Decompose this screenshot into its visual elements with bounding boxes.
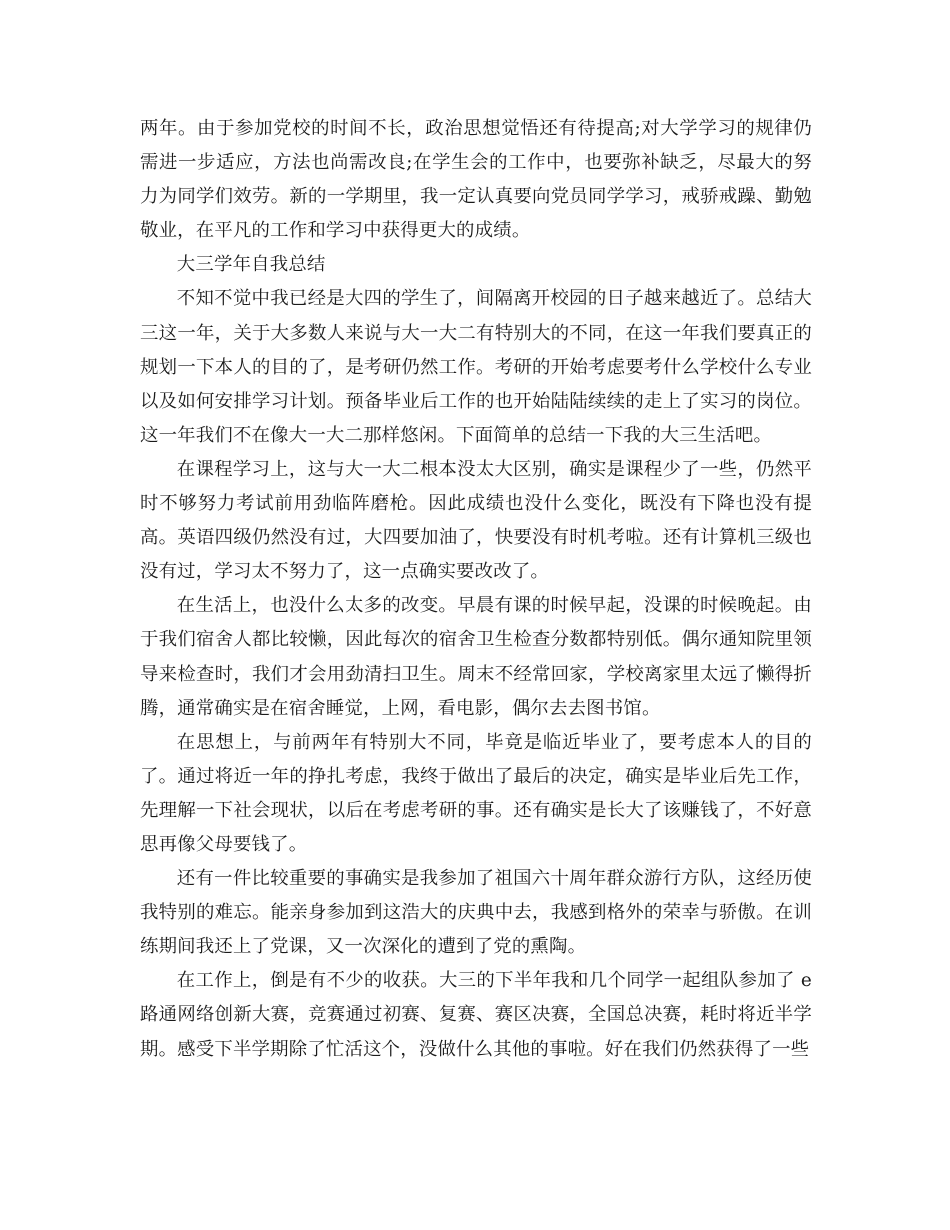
section-heading: 大三学年自我总结: [176, 254, 326, 276]
paragraph: 在课程学习上，这与大一大二根本没太大区别，确实是课程少了一些，仍然平时不够努力考试前用劲临阵磨枪。因此成绩也没什么变化，既没有下降也没有提高。英语四级仍然没有过，大四要加油了，快要没有时机考啦。还有计算机三级也没有过，学习太不努力了，这一点确实要改改了。: [140, 458, 812, 583]
paragraph: 在生活上，也没什么太多的改变。早晨有课的时候早起，没课的时候晚起。由于我们宿舍人都比较懒，因此每次的宿舍卫生检查分数都特别低。偶尔通知院里领导来检查时，我们才会用劲清扫卫生。周末不经常回家，学校离家里太远了懒得折腾，通常确实是在宿舍睡觉，上网，看电影，偶尔去去图书馆。: [140, 595, 812, 719]
document-body: [140, 112, 812, 1067]
paragraph: 不知不觉中我已经是大四的学生了，间隔离开校园的日子越来越近了。总结大三这一年，关于大多数人来说与大一大二有特别大的不同，在这一年我们要真正的规划一下本人的目的了，是考研仍然工作。考研的开始考虑要考什么学校什么专业以及如何安排学习计划。预备毕业后工作的也开始陆陆续续的走上了实习的岗位。这一年我们不在像大一大二那样悠闲。下面简单的总结一下我的大三生活吧。: [140, 288, 812, 446]
paragraph: 在工作上，倒是有不少的收获。大三的下半年我和几个同学一起组队参加了 e 路通网络创新大赛，竞赛通过初赛、复赛、赛区决赛，全国总决赛，耗时将近半学期。感受下半学期除了忙活这个，没做什么其他的事啦。好在我们仍然获得了一些: [140, 970, 812, 1060]
paragraph: 还有一件比较重要的事确实是我参加了祖国六十周年群众游行方队，这经历使我特别的难忘。能亲身参加到这浩大的庆典中去，我感到格外的荣幸与骄傲。在训练期间我还上了党课，又一次深化的遭到了党的熏陶。: [140, 868, 812, 958]
paragraph-continuation: 两年。由于参加党校的时间不长，政治思想觉悟还有待提高;对大学学习的规律仍需进一步适应，方法也尚需改良;在学生会的工作中，也要弥补缺乏，尽最大的努力为同学们效劳。新的一学期里，我一定认真要向党员同学学习，戒骄戒躁、勤勉敬业，在平凡的工作和学习中获得更大的成绩。: [140, 118, 812, 242]
paragraph: 在思想上，与前两年有特别大不同，毕竟是临近毕业了，要考虑本人的目的了。通过将近一年的挣扎考虑，我终于做出了最后的决定，确实是毕业后先工作，先理解一下社会现状，以后在考虑考研的事。还有确实是长大了该赚钱了，不好意思再像父母要钱了。: [140, 731, 812, 855]
